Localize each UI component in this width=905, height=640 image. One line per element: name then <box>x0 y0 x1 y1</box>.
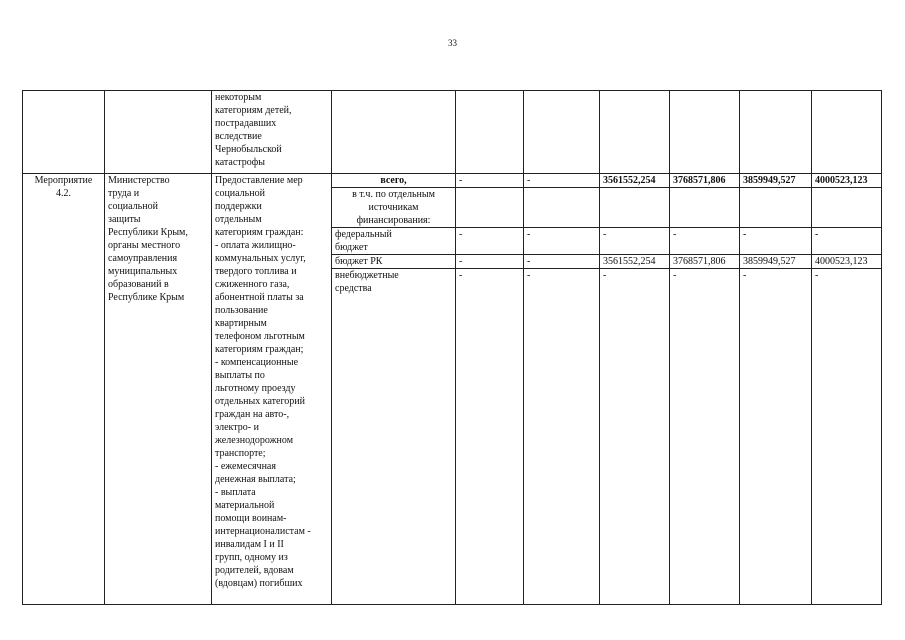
funding-value: - <box>524 255 600 269</box>
continued-description: некоторым категориям детей, пострадавших вследствие Чернобыльской катастрофы <box>212 91 332 174</box>
funding-value: 3859949,527 <box>740 255 812 269</box>
funding-value <box>524 188 600 228</box>
value-cell-empty <box>740 91 812 174</box>
funding-value: 3768571,806 <box>670 174 740 188</box>
event-label: Мероприятие 4.2. <box>23 174 105 605</box>
event-cell-empty <box>23 91 105 174</box>
funding-value: - <box>740 228 812 255</box>
funding-value: 3768571,806 <box>670 255 740 269</box>
funding-value: 4000523,123 <box>812 255 882 269</box>
funding-source: бюджет РК <box>332 255 456 269</box>
funding-value: - <box>670 228 740 255</box>
funding-value <box>812 188 882 228</box>
funding-source: внебюджетные средства <box>332 269 456 605</box>
funding-value: - <box>740 269 812 605</box>
funding-source: федеральный бюджет <box>332 228 456 255</box>
page-number: 33 <box>448 38 457 48</box>
funding-value: - <box>456 228 524 255</box>
value-cell-empty <box>600 91 670 174</box>
value-cell-empty <box>456 91 524 174</box>
funding-value: 4000523,123 <box>812 174 882 188</box>
value-cell-empty <box>812 91 882 174</box>
funding-source: всего, <box>332 174 456 188</box>
program-table <box>22 90 882 605</box>
funding-value <box>740 188 812 228</box>
event-description: Предоставление мер социальной поддержки отдельным категориям граждан: - оплата жилищно- коммунальных услуг, твердого топлива и сжиженного газа, абонентной платы за пользование квартирным телефоном льготным категориям граждан; - компенсационные выплаты по льготному проезду отдельных категорий граждан на авто-, электро- и железнодорожном транспорте; - ежемесячная денежная выплата; - выплата материальной помощи воинам- интернационалистам - инвалидам I и II групп, одному из родителей, вдовам (вдовцам) погибших <box>212 174 332 605</box>
funding-source: в т.ч. по отдельным источникам финансирования: <box>332 188 456 228</box>
funding-value: - <box>524 174 600 188</box>
executor: Министерство труда и социальной защиты Республики Крым, органы местного самоуправления муниципальных образований в Республике Крым <box>105 174 212 605</box>
funding-value: - <box>524 269 600 605</box>
value-cell-empty <box>670 91 740 174</box>
funding-value: - <box>524 228 600 255</box>
source-cell-empty <box>332 91 456 174</box>
funding-value: - <box>456 255 524 269</box>
funding-value: 3561552,254 <box>600 255 670 269</box>
funding-value: 3859949,527 <box>740 174 812 188</box>
funding-value: - <box>670 269 740 605</box>
funding-value <box>670 188 740 228</box>
funding-value: - <box>812 269 882 605</box>
funding-value: - <box>600 269 670 605</box>
funding-value <box>456 188 524 228</box>
executor-cell-empty <box>105 91 212 174</box>
funding-row-total <box>23 174 882 188</box>
funding-value: - <box>600 228 670 255</box>
funding-value: - <box>456 269 524 605</box>
funding-value <box>600 188 670 228</box>
value-cell-empty <box>524 91 600 174</box>
funding-value: - <box>812 228 882 255</box>
continuation-row <box>23 91 882 174</box>
funding-value: 3561552,254 <box>600 174 670 188</box>
funding-value: - <box>456 174 524 188</box>
